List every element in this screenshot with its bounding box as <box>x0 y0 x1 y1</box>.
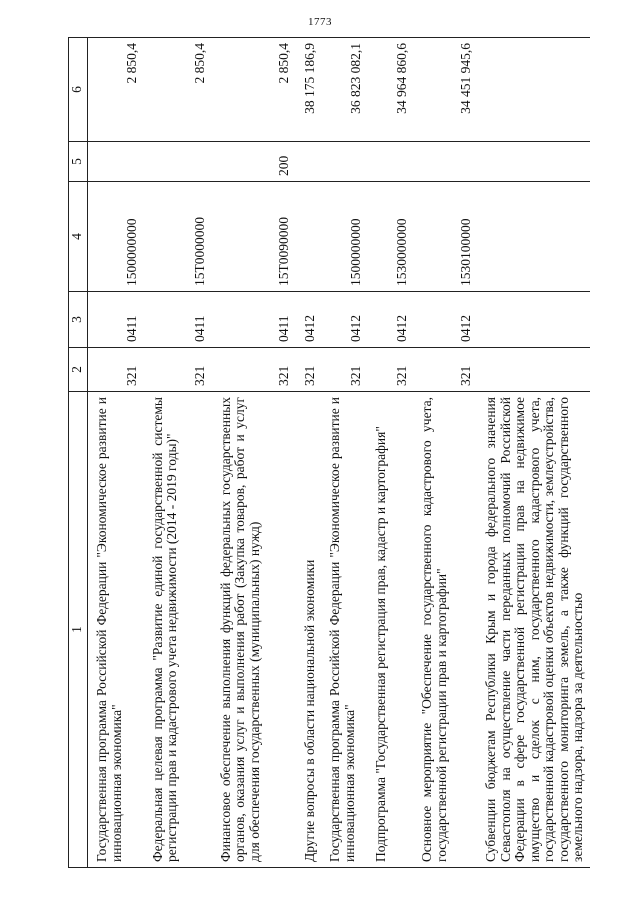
row-ministry-code: 321 <box>88 348 144 392</box>
row-expense-type <box>296 142 322 182</box>
row-expense-type <box>413 142 477 182</box>
row-section-code: 0412 <box>413 292 477 348</box>
row-expense-type <box>477 142 590 182</box>
row-expense-type <box>88 142 144 182</box>
header-row <box>69 38 88 868</box>
column-header-2: 2 <box>69 348 88 392</box>
row-name: Другие вопросы в области национальной экономики <box>296 392 322 868</box>
table-row <box>413 38 477 868</box>
column-header-6: 6 <box>69 38 88 142</box>
row-name: Основное мероприятие "Обеспечение государственного кадастрового учета, государственной регистрации прав и картографии" <box>413 392 477 868</box>
row-target-code <box>477 182 590 292</box>
row-section-code: 0411 <box>212 292 296 348</box>
table-row <box>144 38 212 868</box>
column-header-3: 3 <box>69 292 88 348</box>
row-expense-type: 200 <box>212 142 296 182</box>
table-row <box>477 38 590 868</box>
row-name: Подпрограмма "Государственная регистрация прав, кадастр и картография" <box>367 392 413 868</box>
row-target-code: 1530100000 <box>413 182 477 292</box>
row-target-code <box>296 182 322 292</box>
row-target-code: 1500000000 <box>88 182 144 292</box>
row-amount: 36 823 082,1 <box>321 38 367 142</box>
page-number: 1773 <box>308 16 332 28</box>
row-section-code: 0412 <box>367 292 413 348</box>
row-target-code: 1530000000 <box>367 182 413 292</box>
row-ministry-code: 321 <box>144 348 212 392</box>
row-ministry-code: 321 <box>321 348 367 392</box>
row-amount: 2 850,4 <box>144 38 212 142</box>
row-ministry-code: 321 <box>296 348 322 392</box>
table-row <box>212 38 296 868</box>
row-section-code: 0411 <box>144 292 212 348</box>
row-amount: 2 850,4 <box>88 38 144 142</box>
row-amount: 38 175 186,9 <box>296 38 322 142</box>
row-name: Государственная программа Российской Федерации "Экономическое развитие и инновационная экономика" <box>321 392 367 868</box>
row-name: Субвенции бюджетам Республики Крым и города федерального значения Севастополя на осуществление части переданных полномочий Российской Федерации в сфере государственной регистрации прав на недвижимое имущество и сделок с ним, государственного кадастрового учета, государственной кадастровой оценки объектов недвижимости, землеустройства, государственного мониторинга земель, а также функций государственного земельного надзора, надзора за деятельностью <box>477 392 590 868</box>
row-target-code: 15Т0090000 <box>212 182 296 292</box>
row-expense-type <box>367 142 413 182</box>
row-ministry-code: 321 <box>367 348 413 392</box>
row-amount: 34 964 860,6 <box>367 38 413 142</box>
row-amount: 2 850,4 <box>212 38 296 142</box>
table-row <box>321 38 367 868</box>
row-section-code: 0411 <box>88 292 144 348</box>
row-section-code: 0412 <box>296 292 322 348</box>
row-name: Государственная программа Российской Федерации "Экономическое развитие и инновационная экономика" <box>88 392 144 868</box>
row-ministry-code <box>477 348 590 392</box>
row-name: Финансовое обеспечение выполнения функций федеральных государственных органов, оказания услуг и выполнения работ (Закупка товаров, работ и услуг для обеспечения государственных (муниципальных) нужд) <box>212 392 296 868</box>
table-row <box>88 38 144 868</box>
table-row <box>367 38 413 868</box>
column-header-1: 1 <box>69 392 88 868</box>
budget-table <box>68 37 590 868</box>
row-ministry-code: 321 <box>413 348 477 392</box>
row-expense-type <box>321 142 367 182</box>
row-section-code: 0412 <box>321 292 367 348</box>
column-header-5: 5 <box>69 142 88 182</box>
table-row <box>296 38 322 868</box>
row-section-code <box>477 292 590 348</box>
column-header-4: 4 <box>69 182 88 292</box>
row-name: Федеральная целевая программа "Развитие единой государственной системы регистрации прав и кадастрового учета недвижимости (2014 - 2019 годы)" <box>144 392 212 868</box>
row-amount <box>477 38 590 142</box>
row-ministry-code: 321 <box>212 348 296 392</box>
rotated-budget-table-frame <box>68 38 608 868</box>
row-expense-type <box>144 142 212 182</box>
row-target-code: 1500000000 <box>321 182 367 292</box>
row-target-code: 15Т0000000 <box>144 182 212 292</box>
row-amount: 34 451 945,6 <box>413 38 477 142</box>
